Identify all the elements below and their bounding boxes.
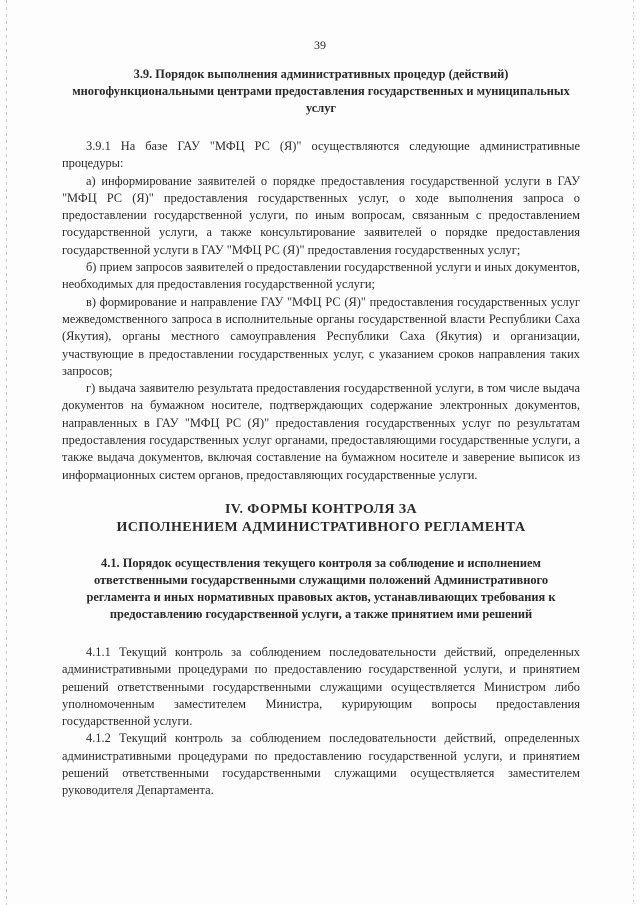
paragraph-3-9-1-b: б) прием запросов заявителей о предоставлении государственной услуги и иных документов, необходимых для предоставления государственной услуги; xyxy=(62,260,580,292)
paragraph-3-9-1-a: а) информирование заявителей о порядке предоставления государственной услуги в ГАУ "МФЦ РС (Я)" предоставления государственных услуг, о ходе выполнения запроса о предоставлении государственной услуги, по иным вопросам, связанным с предоставлением государственной услуги, а также консультирование заявителей о порядке предоставления государственной услуги в ГАУ "МФЦ РС (Я)" предоставления государственных услуг; xyxy=(62,173,580,257)
paragraph-3-9-1: 3.9.1 На базе ГАУ "МФЦ РС (Я)" осуществляются следующие административные процедуры: xyxy=(62,139,580,171)
section-4-1-title: 4.1. Порядок осуществления текущего контроля за соблюдение и исполнением ответственными государственными служащими положений Административного регламента и иных нормативных правовых актов, устанавливающих требования к предоставлению государственной услуги, а также принятием ими решений xyxy=(86,555,556,621)
paragraph-4-1-1: 4.1.1 Текущий контроль за соблюдением последовательности действий, определенных административными процедурами по предоставлению государственной услуги, и принятием решений ответственными государственными служащими осуществляется Министром либо уполномоченным заместителем Министра, курирующим вопросы предоставления государственной услуги. xyxy=(62,644,580,729)
page-number: 39 xyxy=(314,38,326,52)
chapter-4-title-line1: IV. ФОРМЫ КОНТРОЛЯ ЗА xyxy=(224,501,418,517)
paragraph-3-9-1-g: г) выдача заявителю результата предоставления государственной услуги, в том числе выдача документов на бумажном носителе, подтверждающих содержание электронных документов, направленных в ГАУ "МФЦ РС (Я)" предоставления государственных услуг по результатам предоставления государственных услуг органами, предоставляющими государственные услуги, а также выдача документов, включая составление на бумажном носителе и заверение выписок из информационных систем органов, предоставляющих государственные услуги. xyxy=(62,381,580,482)
document-body xyxy=(62,66,580,800)
scan-edge-left xyxy=(6,0,7,905)
chapter-4-title xyxy=(62,501,580,537)
chapter-4-title-line2: ИСПОЛНЕНИЕМ АДМИНИСТРАТИВНОГО РЕГЛАМЕНТА xyxy=(116,519,526,535)
section-3-9-title: 3.9. Порядок выполнения административных процедур (действий) многофункциональными центрами предоставления государственных и муниципальных услуг xyxy=(72,67,570,115)
paragraph-3-9-1-v: в) формирование и направление ГАУ "МФЦ РС (Я)" предоставления государственных услуг межведомственного запроса в исполнительные органы государственной власти Республики Саха (Якутия), органы местного самоуправления Республики Саха (Якутия) и организации, участвующие в предоставлении государственных услуг, с указанием сроков направления таких запросов; xyxy=(62,294,580,378)
scan-edge-right xyxy=(633,0,634,905)
paragraph-4-1-2: 4.1.2 Текущий контроль за соблюдением последовательности действий, определенных административными процедурами по предоставлению государственной услуги, и принятием решений ответственными государственными служащими осуществляется заместителем руководителя Департамента. xyxy=(62,731,580,798)
